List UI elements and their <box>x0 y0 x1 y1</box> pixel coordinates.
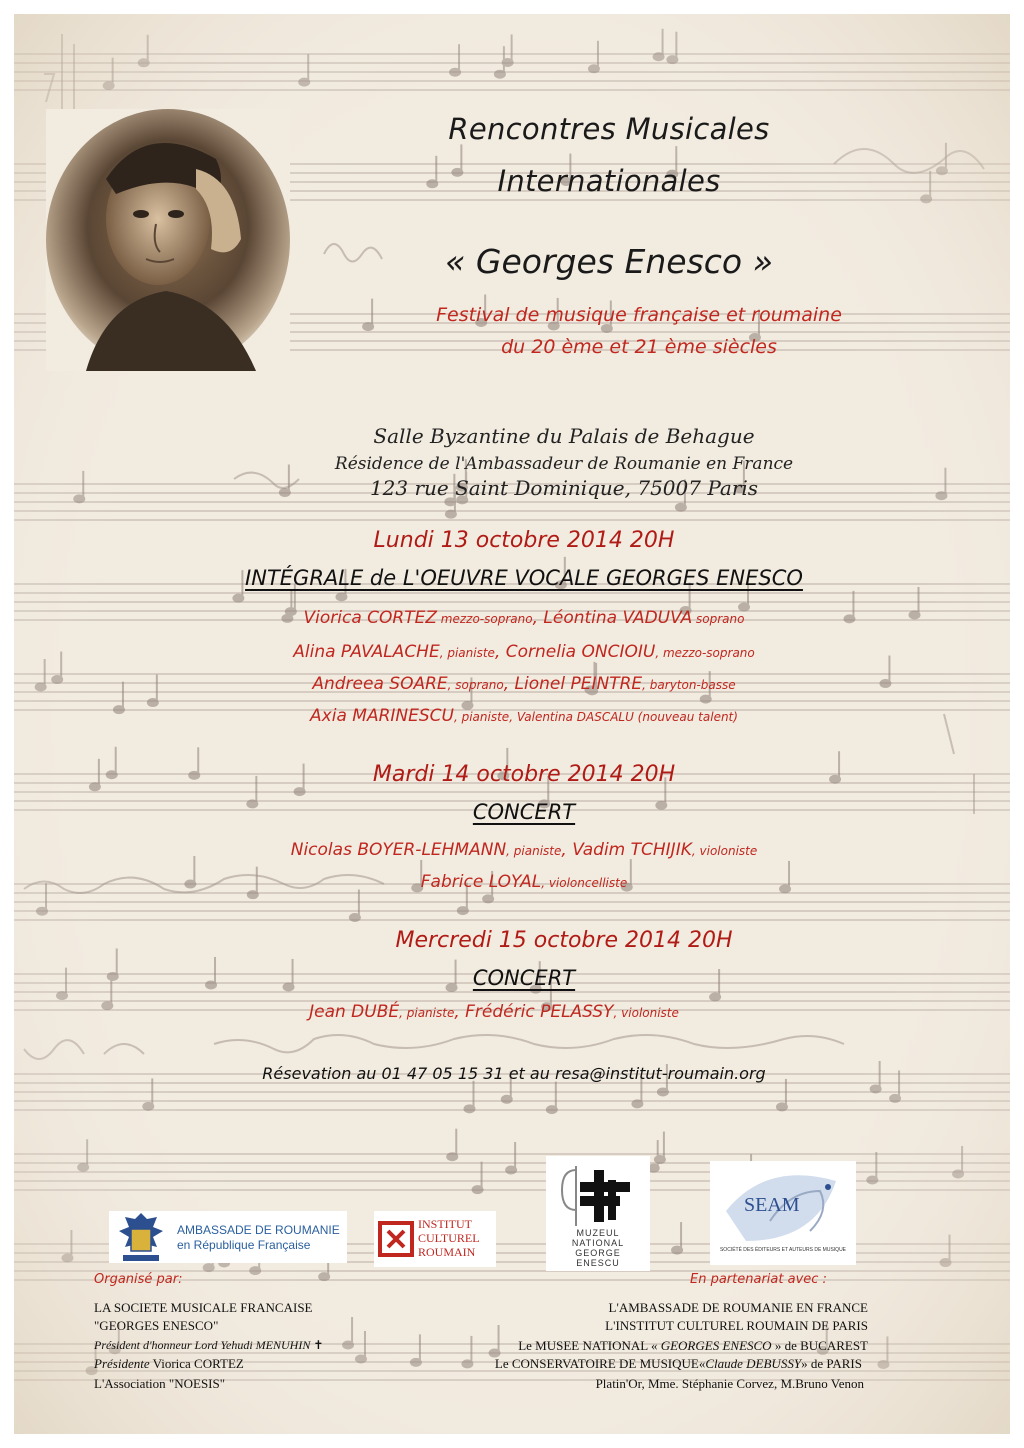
romanian-coat-of-arms-icon <box>113 1211 169 1263</box>
performer-name: Nicolas BOYER-LEHMANN <box>290 840 507 860</box>
performer-line <box>194 674 854 694</box>
concert-2-heading: CONCERT <box>472 800 576 824</box>
museum-logo-line-3: GEORGE <box>575 1248 621 1258</box>
portrait-photo <box>46 109 290 371</box>
seam-logo-caption: SOCIÉTÉ DES ÉDITEURS ET AUTEURS DE MUSIQUE <box>719 1247 847 1253</box>
title-line-2: Internationales <box>497 164 721 198</box>
organizer-title: Organisé par: <box>94 1272 183 1287</box>
embassy-logo-line-2: en République Française <box>177 1238 311 1252</box>
concert-1-heading: INTÉGRALE de L'OEUVRE VOCALE GEORGES ENESCO <box>245 566 803 590</box>
performer-name: Axia MARINESCU <box>310 706 454 726</box>
partners-title: En partenariat avec : <box>690 1272 827 1287</box>
association-line: L'Association "NOESIS" <box>94 1376 226 1391</box>
venue-hall: Salle Byzantine du Palais de Behague <box>373 424 755 448</box>
performer-role: soprano <box>692 612 745 626</box>
performer-role: , violoncelliste <box>541 876 628 890</box>
performer-line <box>194 642 854 662</box>
concert-3-date: Mercredi 15 octobre 2014 20H <box>395 928 733 953</box>
embassy-logo <box>109 1211 347 1263</box>
institut-logo-line-1: INSTITUT <box>418 1217 472 1231</box>
concert-3-heading: CONCERT <box>472 966 576 990</box>
performer-role: , violoniste <box>613 1006 679 1020</box>
performer-role: mezzo-soprano <box>436 612 533 626</box>
performer-line <box>194 706 854 726</box>
president-label: Présidente <box>94 1356 150 1371</box>
museum-emblem-icon <box>546 1160 650 1230</box>
seam-emblem-icon <box>710 1161 856 1247</box>
performer-name: , Vadim TCHIJIK <box>561 840 692 860</box>
performer-role: , pianiste <box>399 1006 455 1020</box>
performer-role: , mezzo-soprano <box>655 646 755 660</box>
sponsors-line: Platin'Or, Mme. Stéphanie Corvez, M.Bruno Venon <box>595 1376 864 1391</box>
performer-role: , pianiste <box>506 844 562 858</box>
partner-museum-prefix: Le MUSEE NATIONAL « <box>518 1338 661 1353</box>
concert-2-date: Mardi 14 octobre 2014 20H <box>372 762 676 787</box>
performer-line <box>194 872 854 892</box>
honorary-president <box>94 1338 323 1353</box>
institut-logo <box>374 1211 496 1267</box>
partner-museum <box>414 1338 868 1354</box>
partner-line-1: L'AMBASSADE DE ROUMANIE EN FRANCE <box>608 1300 868 1315</box>
performer-name: Andreea SOARE <box>312 674 448 694</box>
subtitle-line-2: du 20 ème et 21 ème siècles <box>501 336 777 358</box>
performer-name: Fabrice LOYAL <box>420 872 542 892</box>
performer-name: , Frédéric PELASSY <box>454 1002 614 1022</box>
partner-museum-name: GEORGES ENESCO <box>660 1338 772 1353</box>
institut-logo-line-3: ROUMAIN <box>418 1245 476 1259</box>
memorial-cross-icon: ✝ <box>313 1338 324 1352</box>
performer-name: , Léontina VADUVA <box>532 608 693 628</box>
partner-line-2: L'INSTITUT CULTUREL ROUMAIN DE PARIS <box>605 1318 868 1333</box>
president-line <box>94 1356 244 1372</box>
festival-name: « Georges Enesco » <box>445 242 773 281</box>
honorary-president-label: Président d'honneur Lord Yehudi MENUHIN <box>94 1338 311 1352</box>
organizer-line-1: LA SOCIETE MUSICALE FRANCAISE <box>94 1300 313 1315</box>
museum-logo-line-1: MUZEUL <box>576 1228 620 1238</box>
institut-logo-text <box>418 1217 480 1259</box>
performer-line <box>194 608 854 628</box>
institut-cross-icon <box>378 1221 414 1257</box>
performer-role: , pianiste <box>453 710 510 724</box>
poster <box>14 14 1010 1434</box>
partner-cons-prefix: Le CONSERVATOIRE DE MUSIQUE« <box>494 1356 706 1371</box>
performer-role: , baryton-basse <box>642 678 736 692</box>
performer-name: , Cornelia ONCIOIU <box>494 642 656 662</box>
seam-logo <box>710 1161 856 1265</box>
partner-cons-name: Claude DEBUSSY <box>705 1356 802 1371</box>
seam-letters: SEAM <box>744 1194 800 1216</box>
performer-line <box>194 840 854 860</box>
performer-name: Viorica CORTEZ <box>303 608 437 628</box>
partner-conservatory <box>414 1356 862 1372</box>
institut-logo-line-2: CULTUREL <box>418 1231 480 1245</box>
performer-role: , pianiste <box>439 646 495 660</box>
performer-role: , Valentina DASCALU (nouveau talent) <box>509 710 738 724</box>
performer-name: , Lionel PEINTRE <box>503 674 643 694</box>
subtitle-line-1: Festival de musique française et roumaine <box>436 304 842 326</box>
museum-logo <box>546 1156 650 1271</box>
embassy-logo-line-1: AMBASSADE DE ROUMANIE <box>177 1223 340 1237</box>
president-name: Viorica CORTEZ <box>149 1356 244 1371</box>
concert-1-date: Lundi 13 octobre 2014 20H <box>373 528 675 553</box>
organizer-line-2: "GEORGES ENESCO" <box>94 1318 219 1333</box>
museum-logo-line-2: NATIONAL <box>571 1238 625 1248</box>
museum-logo-text <box>546 1228 650 1268</box>
performer-role: , soprano <box>447 678 504 692</box>
partner-cons-suffix: » de PARIS <box>801 1356 862 1371</box>
venue-residence: Résidence de l'Ambassadeur de Roumanie en France <box>334 454 794 474</box>
reservation-line: Résevation au 01 47 05 15 31 et au resa@institut-roumain.org <box>262 1064 766 1083</box>
performer-name: Jean DUBÉ <box>309 1002 400 1022</box>
museum-logo-line-4: ENESCU <box>576 1258 620 1268</box>
performer-name: Alina PAVALACHE <box>293 642 440 662</box>
partner-museum-suffix: » de BUCAREST <box>771 1338 868 1353</box>
title-line-1: Rencontres Musicales <box>448 112 770 146</box>
performer-line <box>164 1002 824 1022</box>
performer-role: , violoniste <box>691 844 758 858</box>
venue-address: 123 rue Saint Dominique, 75007 Paris <box>369 476 759 500</box>
